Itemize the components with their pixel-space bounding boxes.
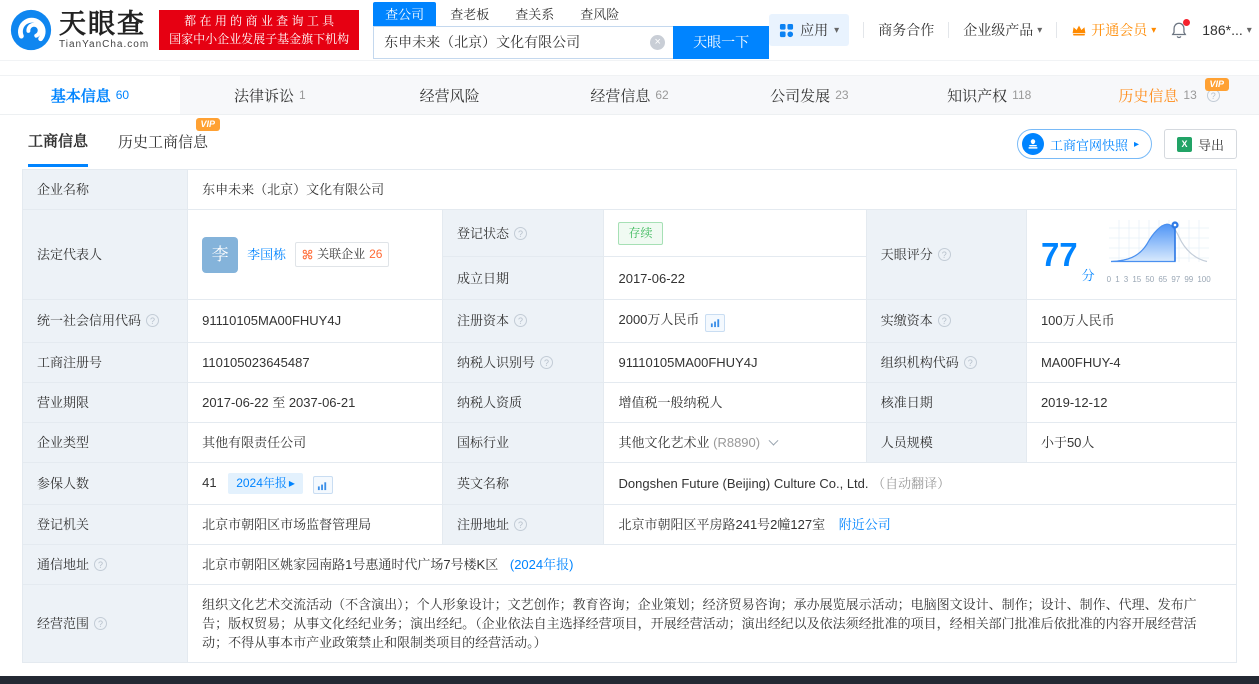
logo-text (59, 8, 150, 50)
tab-count: 118 (1012, 88, 1032, 102)
help-icon[interactable]: ? (1207, 89, 1220, 102)
value-text: 北京市朝阳区平房路241号2幢127室 (618, 517, 826, 532)
label-text: 企业类型 (37, 434, 90, 450)
field-label-reg-authority (23, 505, 188, 545)
value-text: 91110105MA00FHUY4J (202, 313, 342, 329)
value-text: 100万人民币 (1040, 313, 1115, 329)
related-label: 关联企业 (317, 247, 366, 261)
related-companies-badge[interactable] (295, 242, 389, 267)
value-text: MA00FHUY-4 (1040, 354, 1121, 370)
field-label-taxpayer-id (443, 342, 604, 382)
logo-title: 天眼查 (59, 8, 146, 39)
tab-count: 23 (835, 88, 849, 102)
field-label-uscc (23, 300, 188, 343)
slogan-line1: 都 在 用 的 商 业 查 询 工 具 (184, 14, 335, 28)
field-label-company-name (23, 170, 188, 210)
value-text: 小于50人 (1040, 434, 1095, 450)
help-icon[interactable]: ? (514, 314, 527, 327)
table-row (23, 422, 1237, 462)
apps-grid-icon (779, 23, 794, 38)
search-tab-risk[interactable]: 查风险 (580, 6, 620, 22)
field-value-uscc (188, 300, 443, 343)
caret-down-icon: ▾ (834, 24, 840, 36)
tab-label: 法律诉讼 (233, 87, 294, 105)
field-label-company-type (23, 422, 188, 462)
value-text: 其他文化艺术业 (618, 434, 710, 450)
nearby-companies-link[interactable]: 附近公司 (838, 517, 891, 532)
score-value: 77 (1040, 235, 1078, 273)
label-text: 天眼评分 (880, 247, 933, 262)
field-label-org-code (866, 342, 1026, 382)
apps-menu[interactable] (769, 14, 849, 46)
table-row (23, 545, 1237, 585)
subtab-history-business-info[interactable] (118, 119, 216, 165)
apps-label: 应用 (800, 22, 829, 38)
help-icon[interactable]: ? (94, 617, 107, 630)
top-nav (769, 14, 1252, 46)
search-tabs (373, 2, 769, 26)
value-text: 东申未来（北京）文化有限公司 (202, 182, 385, 197)
value-text: 41 (202, 474, 217, 490)
auto-translate-note: （自动翻译） (872, 475, 951, 491)
tab-count: 60 (115, 88, 130, 102)
tab-label: 经营信息 (590, 87, 651, 105)
label-text: 人员规模 (880, 434, 933, 450)
status-badge: 存续 (618, 222, 662, 245)
field-label-staff-size (866, 422, 1026, 462)
field-value-company-type (188, 422, 443, 462)
logo-subtitle: TianYanCha.com (59, 38, 150, 50)
label-text: 经营范围 (37, 616, 90, 631)
tab-legal-litigation[interactable] (180, 76, 360, 114)
field-label-score (866, 210, 1026, 300)
field-value-en-name (604, 462, 1237, 505)
subtab-label: 工商信息 (28, 132, 89, 150)
chevron-right-icon: ▸ (288, 475, 295, 490)
label-text: 工商注册号 (37, 354, 103, 370)
score-chart-ticks: 0 1 3 15 50 65 97 99 100 (1106, 275, 1211, 284)
label-text: 统一社会信用代码 (37, 313, 142, 329)
value-text: 增值税一般纳税人 (618, 394, 723, 410)
value-text: 北京市朝阳区市场监督管理局 (202, 517, 372, 532)
tab-label: 公司发展 (770, 87, 831, 105)
legal-rep-avatar[interactable]: 李 (202, 237, 238, 273)
field-value-org-code (1026, 342, 1236, 382)
divider (1056, 22, 1057, 38)
seal-icon (1022, 133, 1044, 155)
search-tab-relation[interactable]: 查关系 (515, 6, 555, 22)
tab-basic-info[interactable] (0, 76, 180, 114)
spacer (0, 61, 1259, 75)
tab-operation-risk[interactable] (360, 76, 540, 114)
annual-report-link[interactable] (228, 473, 303, 494)
label-text: 实缴资本 (880, 313, 933, 329)
label-text: 登记机关 (37, 517, 90, 532)
chevron-down-icon[interactable] (768, 435, 778, 445)
label-text: 英文名称 (457, 475, 510, 491)
search-tab-company[interactable]: 查公司 (373, 2, 436, 26)
value-text: 北京市朝阳区姚家园南路1号惠通时代广场7号楼K区 (202, 557, 499, 572)
account-phone: 186*... (1202, 22, 1243, 38)
field-label-reg-address (443, 505, 604, 545)
label-text: 登记状态 (457, 225, 510, 241)
official-snapshot-button[interactable] (1017, 129, 1152, 159)
help-icon[interactable]: ? (938, 314, 951, 327)
field-label-legal-rep (23, 210, 188, 300)
slogan-banner (159, 10, 359, 50)
subtab-business-info[interactable] (28, 130, 88, 167)
industry-code: (R8890) (713, 434, 761, 450)
search-button[interactable]: 天眼一下 (673, 26, 769, 59)
field-value-legal-rep (188, 210, 443, 300)
label-text: 法定代表人 (37, 247, 103, 262)
excel-icon: X (1177, 137, 1192, 152)
field-value-establish-date (604, 257, 866, 300)
help-icon[interactable]: ? (146, 314, 159, 327)
tab-company-development[interactable] (719, 76, 899, 114)
subtab-label: 历史工商信息 (118, 134, 209, 151)
field-value-score (1026, 210, 1236, 300)
field-value-reg-address (604, 505, 1237, 545)
field-label-paid-capital (866, 300, 1026, 343)
crown-icon (1071, 23, 1087, 37)
vip-badge: VIP (1205, 78, 1230, 91)
field-value-business-term (188, 382, 443, 422)
toolbar (1017, 129, 1237, 167)
divider (948, 22, 949, 38)
nav-open-membership[interactable] (1071, 20, 1156, 40)
tab-label: 历史信息 (1118, 87, 1179, 105)
label-text: 通信地址 (37, 557, 90, 572)
help-icon[interactable]: ? (938, 248, 951, 261)
value-text: 其他有限责任公司 (202, 434, 307, 450)
field-label-reg-capital (443, 300, 604, 343)
label-text: 组织机构代码 (880, 354, 959, 370)
field-value-taxpayer-quality (604, 382, 866, 422)
notifications-bell[interactable] (1170, 21, 1188, 40)
field-value-approval-date (1026, 382, 1236, 422)
table-row (23, 342, 1237, 382)
label-text: 国标行业 (457, 434, 510, 450)
clear-icon[interactable]: × (650, 35, 665, 50)
tab-history-info[interactable] (1079, 76, 1259, 114)
label-text: 注册资本 (457, 313, 510, 329)
field-label-reg-no (23, 342, 188, 382)
field-value-paid-capital (1026, 300, 1236, 343)
snapshot-label: 工商官网快照 (1049, 137, 1128, 153)
search-row (373, 26, 769, 59)
label-text: 营业期限 (37, 394, 90, 410)
field-label-taxpayer-quality (443, 382, 604, 422)
label-text: 注册地址 (457, 517, 510, 532)
field-label-business-term (23, 382, 188, 422)
tab-count: 1 (298, 88, 306, 102)
score-distribution-chart (1107, 220, 1211, 289)
caret-down-icon: ▾ (1037, 24, 1043, 36)
tab-label: 知识产权 (947, 87, 1008, 105)
business-info-table (22, 169, 1237, 663)
notification-dot (1183, 19, 1190, 26)
help-icon[interactable]: ? (514, 518, 527, 531)
table-row (23, 382, 1237, 422)
help-icon[interactable]: ? (964, 356, 977, 369)
annual-report-link[interactable]: (2024年报) (509, 557, 574, 572)
field-value-staff-size (1026, 422, 1236, 462)
divider (863, 22, 864, 38)
help-icon[interactable]: ? (540, 356, 553, 369)
vip-badge: VIP (196, 118, 221, 131)
subtab-toolbar-row (0, 115, 1259, 167)
tab-count: 13 (1183, 88, 1197, 102)
value-text: 91110105MA00FHUY4J (618, 354, 758, 370)
table-row (23, 170, 1237, 210)
field-label-en-name (443, 462, 604, 505)
field-label-reg-status (443, 210, 604, 257)
field-value-reg-no (188, 342, 443, 382)
capital-trend-icon[interactable] (705, 314, 725, 332)
chevron-right-icon: ▸ (1133, 138, 1139, 150)
field-label-establish-date (443, 257, 604, 300)
field-label-mail-address (23, 545, 188, 585)
related-count: 26 (369, 247, 383, 261)
table-row (23, 300, 1237, 343)
member-label: 开通会员 (1091, 22, 1148, 38)
field-label-insured (23, 462, 188, 505)
company-section-tabs (0, 75, 1259, 115)
value-text: 2019-12-12 (1040, 394, 1108, 410)
slogan-line2: 国家中小企业发展子基金旗下机构 (169, 32, 350, 46)
field-value-reg-status (604, 210, 866, 257)
field-value-taxpayer-id (604, 342, 866, 382)
export-button[interactable] (1164, 129, 1237, 159)
tab-intellectual-property[interactable] (899, 76, 1079, 114)
label-text: 核准日期 (880, 394, 933, 410)
help-icon[interactable]: ? (94, 558, 107, 571)
table-row (23, 210, 1237, 257)
tab-operation-info[interactable] (540, 76, 720, 114)
field-value-business-scope (188, 585, 1237, 663)
table-row (23, 505, 1237, 545)
table-row (23, 462, 1237, 505)
report-tag-text: 2024年报 (236, 475, 287, 490)
search-block (373, 2, 769, 59)
legal-rep-name-link[interactable]: 李国栋 (247, 247, 287, 262)
search-input[interactable] (373, 26, 673, 59)
insured-trend-icon[interactable] (313, 476, 333, 494)
table-row (23, 585, 1237, 663)
caret-down-icon: ▾ (1246, 24, 1252, 36)
nav-enterprise-products[interactable] (963, 20, 1042, 40)
logo[interactable] (10, 9, 149, 51)
tianyancha-logo-icon (10, 9, 52, 51)
field-value-reg-capital (604, 300, 866, 343)
label-text: 纳税人识别号 (457, 354, 536, 370)
nav-account[interactable] (1202, 22, 1252, 38)
tab-count: 62 (655, 88, 669, 102)
label-text: 成立日期 (457, 270, 510, 286)
related-network-icon (302, 249, 313, 260)
caret-down-icon: ▾ (1151, 24, 1157, 36)
label-text: 参保人数 (37, 475, 90, 491)
value-text: 2017-06-22 (618, 270, 685, 286)
field-value-reg-authority (188, 505, 443, 545)
field-value-industry (604, 422, 866, 462)
tab-label: 基本信息 (50, 87, 111, 105)
value-text: 组织文化艺术交流活动（不含演出）；个人形象设计；文艺创作；教育咨询；企业策划；经济贸易咨询；承办展览展示活动；电脑图文设计、制作；设计、制作、代理、发布广告；版权贸易；从事文化经纪业务；演出经纪。（企业依法自主选择经营项目，开展经营活动；演出经纪以及依法须经批准的项目，经相关部门批准后依批准的内容开展经营活动；不得从事本市产业政策禁止和限制类项目的经营活动。） (202, 597, 1197, 650)
score-unit: 分 (1081, 268, 1095, 283)
field-value-company-name (188, 170, 1237, 210)
business-label: 商务合作 (878, 22, 935, 38)
label-text: 企业名称 (37, 182, 90, 197)
field-label-business-scope (23, 585, 188, 663)
footer-strip (0, 676, 1259, 684)
help-icon[interactable]: ? (514, 227, 527, 240)
value-text: 2000万人民币 (618, 312, 700, 327)
search-tab-boss[interactable]: 查老板 (450, 6, 490, 22)
field-value-insured (188, 462, 443, 505)
value-text: 110105023645487 (202, 354, 310, 370)
field-label-industry (443, 422, 604, 462)
top-header (0, 0, 1259, 61)
label-text: 纳税人资质 (457, 394, 523, 410)
value-text: Dongshen Future (Beijing) Culture Co., Ltd. (618, 475, 869, 491)
tab-label: 经营风险 (419, 87, 480, 105)
value-text: 2017-06-22 至 2037-06-21 (202, 394, 356, 410)
nav-business-cooperation[interactable] (878, 20, 934, 40)
field-label-approval-date (866, 382, 1026, 422)
export-label: 导出 (1197, 137, 1224, 153)
field-value-mail-address (188, 545, 1237, 585)
enterprise-label: 企业级产品 (963, 22, 1034, 38)
